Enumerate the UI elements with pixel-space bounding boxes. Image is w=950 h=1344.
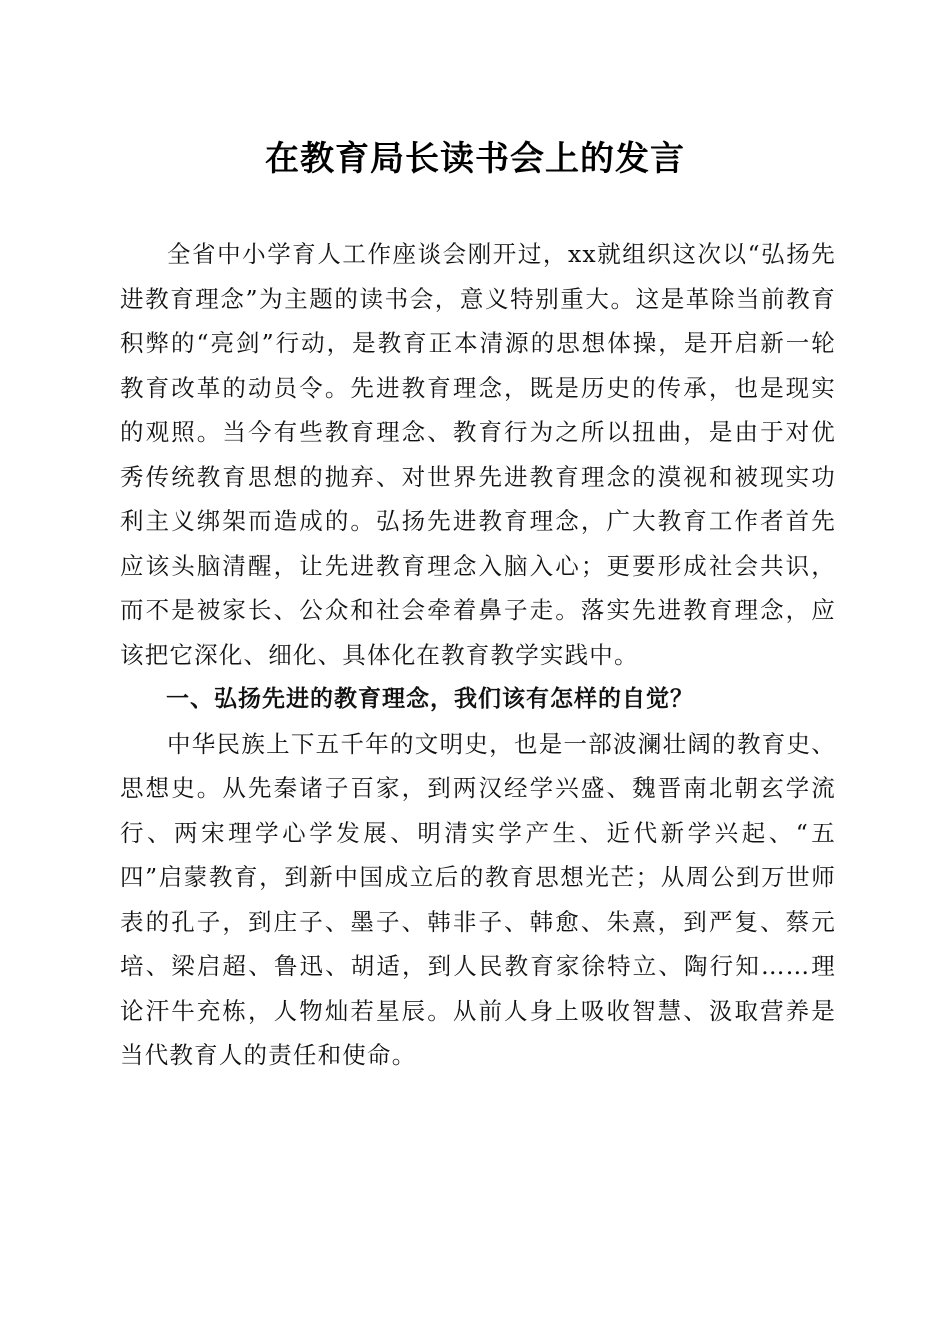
document-body xyxy=(120,232,836,1078)
intro-paragraph: 全省中小学育人工作座谈会刚开过，xx就组织这次以“弘扬先进教育理念”为主题的读书会，意义特别重大。这是革除当前教育积弊的“亮剑”行动，是教育正本清源的思想体操，是开启新一轮教育改革的动员令。先进教育理念，既是历史的传承，也是现实的观照。当今有些教育理念、教育行为之所以扭曲，是由于对优秀传统教育思想的抛弃、对世界先进教育理念的漠视和被现实功利主义绑架而造成的。弘扬先进教育理念，广大教育工作者首先应该头脑清醒，让先进教育理念入脑入心；更要形成社会共识，而不是被家长、公众和社会牵着鼻子走。落实先进教育理念，应该把它深化、细化、具体化在教育教学实践中。 xyxy=(120,240,836,669)
document-title: 在教育局长读书会上的发言 xyxy=(265,139,685,179)
section-heading: 一、弘扬先进的教育理念，我们该有怎样的自觉？ xyxy=(166,686,694,712)
section-paragraph: 中华民族上下五千年的文明史，也是一部波澜壮阔的教育史、思想史。从先秦诸子百家，到两汉经学兴盛、魏晋南北朝玄学流行、两宋理学心学发展、明清实学产生、近代新学兴起、“五四”启蒙教育，到新中国成立后的教育思想光芒；从周公到万世师表的孔子，到庄子、墨子、韩非子、韩愈、朱熹，到严复、蔡元培、梁启超、鲁迅、胡适，到人民教育家徐特立、陶行知……理论汗牛充栋，人物灿若星辰。从前人身上吸收智慧、汲取营养是当代教育人的责任和使命。 xyxy=(120,729,836,1069)
